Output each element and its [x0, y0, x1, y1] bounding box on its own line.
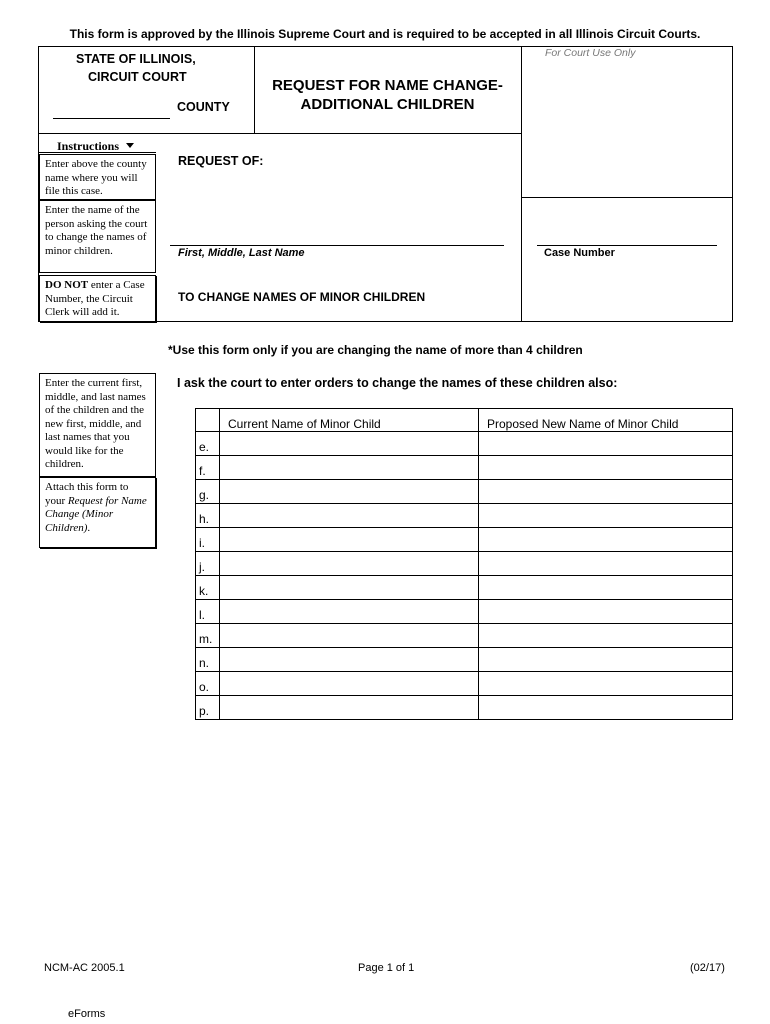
- table-row: [196, 624, 733, 648]
- attach-text: Attach this form to your: [45, 481, 129, 507]
- proposed-name-cell[interactable]: [479, 456, 733, 480]
- name-caption: First, Middle, Last Name: [178, 247, 305, 259]
- current-name-cell[interactable]: [220, 504, 479, 528]
- page-number: Page 1 of 1: [358, 962, 415, 974]
- ask-statement: I ask the court to enter orders to change the names of these children also:: [177, 376, 618, 390]
- current-name-cell[interactable]: [220, 456, 479, 480]
- to-change-label: TO CHANGE NAMES OF MINOR CHILDREN: [178, 290, 426, 304]
- proposed-name-cell[interactable]: [479, 648, 733, 672]
- table-row: [196, 648, 733, 672]
- proposed-name-cell[interactable]: [479, 696, 733, 720]
- current-name-cell[interactable]: [220, 576, 479, 600]
- form-title-line1: REQUEST FOR NAME CHANGE-: [272, 77, 503, 94]
- proposed-name-cell[interactable]: [479, 432, 733, 456]
- row-label: p.: [196, 696, 220, 720]
- current-name-header: Current Name of Minor Child: [220, 409, 479, 432]
- instruction-case-number-text: enter a Case Number, the Circuit Clerk will add it.: [45, 279, 145, 318]
- proposed-name-cell[interactable]: [479, 624, 733, 648]
- attach-period: .: [87, 521, 91, 534]
- proposed-name-cell[interactable]: [479, 600, 733, 624]
- case-number-label: Case Number: [544, 247, 615, 259]
- row-label: l.: [196, 600, 220, 624]
- table-row: [196, 528, 733, 552]
- instruction-case-number: [39, 275, 156, 322]
- proposed-name-cell[interactable]: [479, 672, 733, 696]
- proposed-name-header: Proposed New Name of Minor Child: [479, 409, 733, 432]
- current-name-cell[interactable]: [220, 696, 479, 720]
- current-name-cell[interactable]: [220, 528, 479, 552]
- case-number-line[interactable]: [537, 245, 717, 246]
- proposed-name-cell[interactable]: [479, 504, 733, 528]
- proposed-name-cell[interactable]: [479, 480, 733, 504]
- proposed-name-cell[interactable]: [479, 528, 733, 552]
- table-row: [196, 600, 733, 624]
- row-label: i.: [196, 528, 220, 552]
- revision-date: (02/17): [690, 962, 725, 974]
- table-row: [196, 480, 733, 504]
- row-label: n.: [196, 648, 220, 672]
- table-row: [196, 552, 733, 576]
- do-not-text: DO NOT: [45, 279, 89, 291]
- table-row: [196, 696, 733, 720]
- county-label: COUNTY: [177, 100, 230, 114]
- form-title-line2: ADDITIONAL CHILDREN: [300, 96, 475, 113]
- row-label: f.: [196, 456, 220, 480]
- current-name-cell[interactable]: [220, 432, 479, 456]
- attach-form-name: Request for Name Change (Minor Children): [45, 494, 147, 534]
- eforms-brand: eForms: [68, 1008, 106, 1020]
- instruction-attach: [39, 477, 156, 548]
- row-label: e.: [196, 432, 220, 456]
- court-use-label: For Court Use Only: [545, 47, 636, 59]
- row-label: k.: [196, 576, 220, 600]
- current-name-cell[interactable]: [220, 624, 479, 648]
- form-code: NCM-AC 2005.1: [44, 962, 125, 974]
- row-label: j.: [196, 552, 220, 576]
- usage-note: *Use this form only if you are changing the name of more than 4 children: [168, 343, 583, 357]
- children-rows: [196, 432, 733, 720]
- row-label-header: [196, 409, 220, 432]
- circuit-court-label: CIRCUIT COURT: [88, 70, 187, 84]
- table-row: [196, 576, 733, 600]
- chevron-down-icon: [126, 143, 134, 148]
- table-row: [196, 672, 733, 696]
- row-label: m.: [196, 624, 220, 648]
- row-label: o.: [196, 672, 220, 696]
- instruction-county: Enter above the county name where you will file this case.: [39, 154, 156, 200]
- current-name-cell[interactable]: [220, 672, 479, 696]
- approval-notice: This form is approved by the Illinois Supreme Court and is required to be accepted in all Illinois Circuit Courts.: [69, 27, 701, 41]
- current-name-cell[interactable]: [220, 552, 479, 576]
- proposed-name-cell[interactable]: [479, 552, 733, 576]
- row-label: g.: [196, 480, 220, 504]
- instruction-children-names: Enter the current first, middle, and last names of the children and the new first, middle, and last names that you would like for the children.: [39, 373, 156, 477]
- request-of-label: REQUEST OF:: [178, 154, 264, 168]
- instructions-heading-text: Instructions: [57, 139, 120, 153]
- requester-name-line[interactable]: [170, 245, 504, 246]
- children-table: [195, 408, 733, 720]
- current-name-cell[interactable]: [220, 600, 479, 624]
- table-row: [196, 432, 733, 456]
- table-row: [196, 456, 733, 480]
- proposed-name-cell[interactable]: [479, 576, 733, 600]
- row-label: h.: [196, 504, 220, 528]
- state-label: STATE OF ILLINOIS,: [76, 52, 196, 66]
- current-name-cell[interactable]: [220, 648, 479, 672]
- instruction-requester: Enter the name of the person asking the court to change the names of minor children.: [39, 200, 156, 273]
- table-row: [196, 504, 733, 528]
- form-title: [254, 76, 521, 114]
- county-name-line[interactable]: [53, 118, 170, 119]
- current-name-cell[interactable]: [220, 480, 479, 504]
